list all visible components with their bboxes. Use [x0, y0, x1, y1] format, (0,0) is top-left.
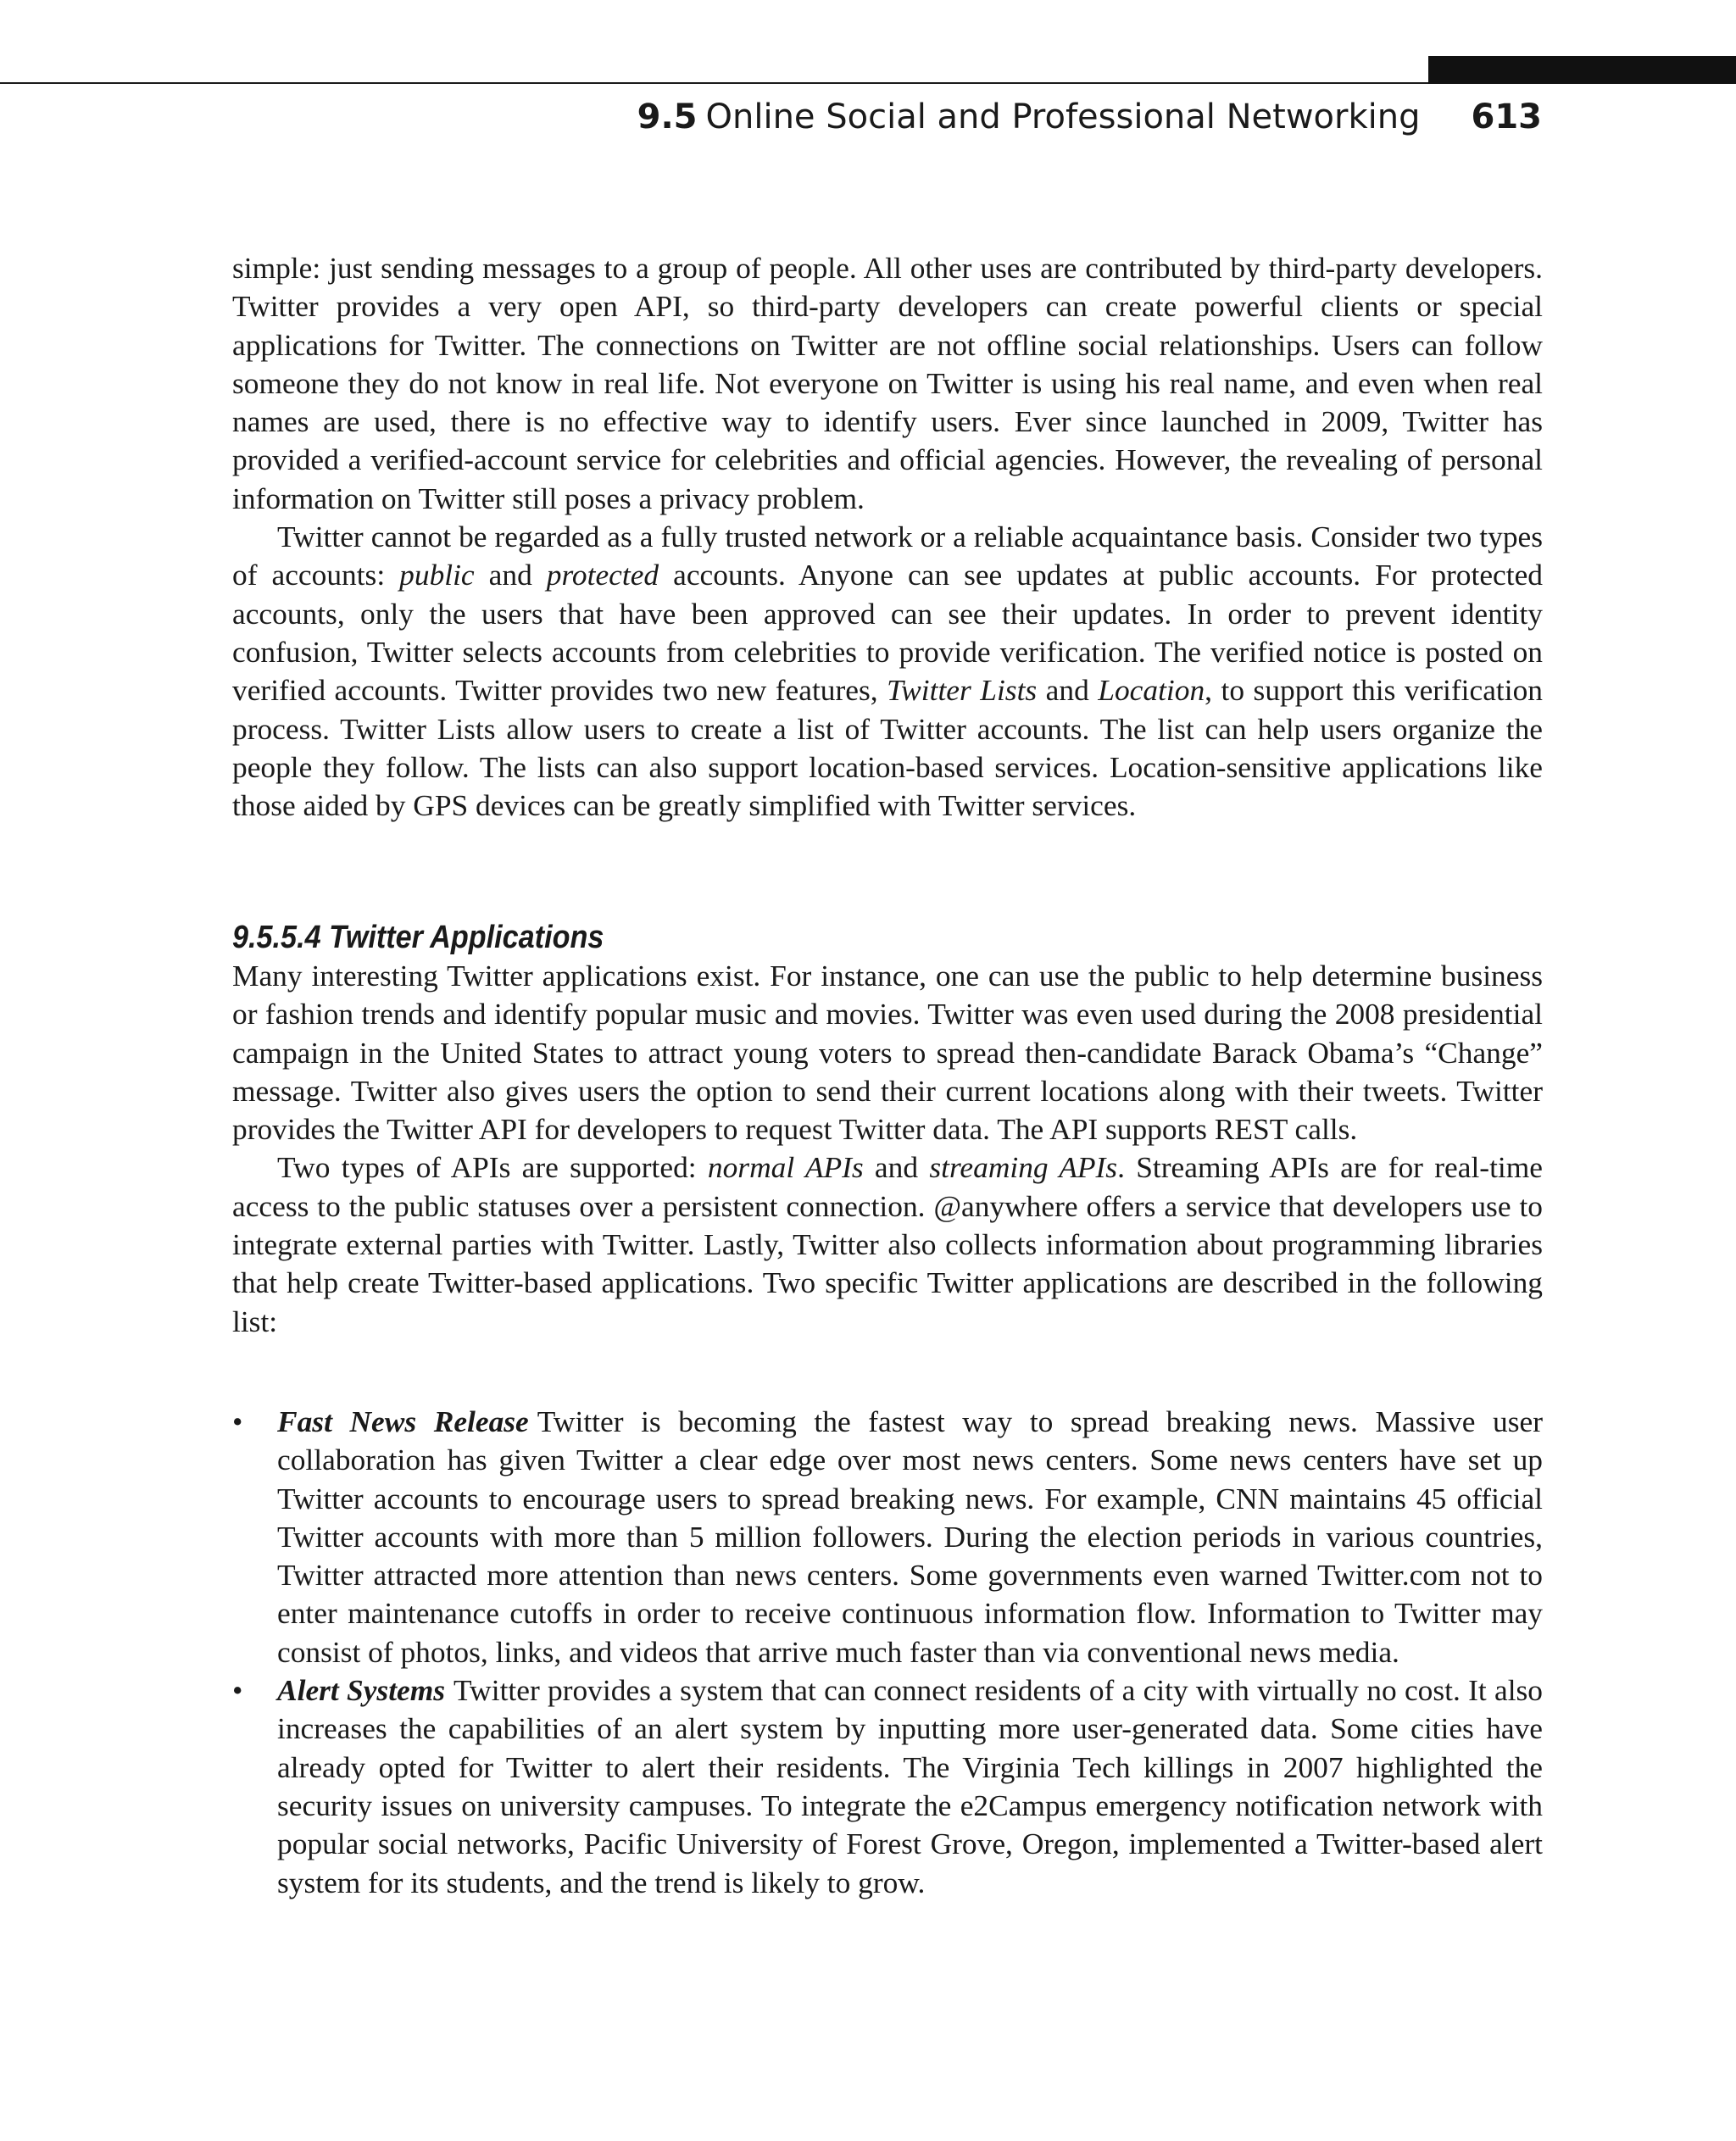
application-list	[232, 1403, 1543, 1902]
list-item-text: Twitter is becoming the fastest way to spread breaking news. Massive user collaboration has given Twitter a clear edge over most news centers. Some news centers have set up Twitter accounts to encourage users to spread breaking news. For example, CNN maintains 45 official Twitter accounts with more than 5 million followers. During the election periods in various countries, Twitter attracted more attention than news centers. Some governments even warned Twitter.com not to enter maintenance cutoffs in order to receive continuous information flow. Information to Twitter may consist of photos, links, and videos that arrive much faster than via conventional news media.	[277, 1404, 1543, 1669]
header-tab-block	[1428, 56, 1736, 84]
emphasis: Twitter Lists	[887, 673, 1038, 708]
paragraph: simple: just sending messages to a group of people. All other uses are contributed by third-party developers. Twitter provides a very open API, so third-party developers can create powerful clients or special applications for Twitter. The connections on Twitter are not offline social relationships. Users can follow someone they do not know in real life. Not everyone on Twitter is using his real name, and even when real names are used, there is no effective way to identify users. Ever since launched in 2009, Twitter has provided a verified-account service for celebrities and official agencies. However, the revealing of personal information on Twitter still poses a privacy problem.	[232, 251, 1543, 515]
paragraph	[232, 1148, 1543, 1340]
emphasis: public	[399, 558, 475, 592]
text-run: and	[863, 1150, 930, 1185]
text-run: Twitter cannot be regarded as a fully trusted network or a reliable acquaintance basis. Consider two types of accounts:	[232, 520, 1543, 592]
text-run: . Streaming APIs are for real-time access to the public statuses over a persistent connection. @anywhere offers a service that developers use to integrate external parties with Twitter. Lastly, Twitter also collects information about programming libraries that help create Twitter-based applications. Two specific Twitter applications are described in the following list:	[232, 1150, 1543, 1338]
list-item-text: Twitter provides a system that can connect residents of a city with virtually no cost. It also increases the capabilities of an alert system by inputting more user-generated data. Some cities have already opted for Twitter to alert their residents. The Virginia Tech killings in 2007 highlighted the security issues on university campuses. To integrate the e2Campus emergency notification network with popular social networks, Pacific University of Forest Grove, Oregon, implemented a Twitter-based alert system for its students, and the trend is likely to grow.	[277, 1673, 1543, 1899]
emphasis: streaming APIs	[929, 1150, 1118, 1185]
list-item	[232, 1403, 1543, 1671]
body-text-block-1	[232, 249, 1543, 825]
bullet-icon: •	[232, 1673, 243, 1708]
paragraph	[232, 518, 1543, 825]
list-item	[232, 1671, 1543, 1902]
running-head	[637, 95, 1542, 139]
bullet-icon: •	[232, 1404, 243, 1438]
emphasis: protected	[546, 558, 659, 592]
section-heading: 9.5.5.4 Twitter Applications	[232, 920, 604, 955]
list-item-term: Fast News Release	[277, 1404, 529, 1438]
text-run: and	[474, 558, 547, 592]
text-run: and	[1037, 673, 1099, 708]
running-head-section-number: 9.5	[637, 97, 698, 136]
text-run: , to support this verification process. Twitter Lists allow users to create a list of Twitter accounts. The list can help users organize the people they follow. The lists can also support location-based services. Location-sensitive applications like those aided by GPS devices can be greatly simplified with Twitter services.	[232, 673, 1543, 823]
emphasis: normal APIs	[707, 1150, 864, 1185]
text-run: accounts. Anyone can see updates at public accounts. For protected accounts, only the users that have been approved can see their updates. In order to prevent identity confusion, Twitter selects accounts from celebrities to provide verification. The verified notice is posted on verified accounts. Twitter provides two new features,	[232, 558, 1543, 708]
body-text-block-2	[232, 957, 1543, 1341]
running-head-section-title: Online Social and Professional Networking	[705, 97, 1421, 136]
page-number: 613	[1471, 97, 1542, 136]
paragraph: Many interesting Twitter applications exist. For instance, one can use the public to help determine business or fashion trends and identify popular music and movies. Twitter was even used during the 2008 presidential campaign in the United States to attract young voters to spread then-candidate Barack Obama’s “Change” message. Twitter also gives users the option to send their current locations along with their tweets. Twitter provides the Twitter API for developers to request Twitter data. The API supports REST calls.	[232, 959, 1543, 1147]
list-item-term: Alert Systems	[277, 1673, 446, 1708]
text-run: Two types of APIs are supported:	[277, 1150, 708, 1185]
emphasis: Location	[1098, 673, 1205, 708]
